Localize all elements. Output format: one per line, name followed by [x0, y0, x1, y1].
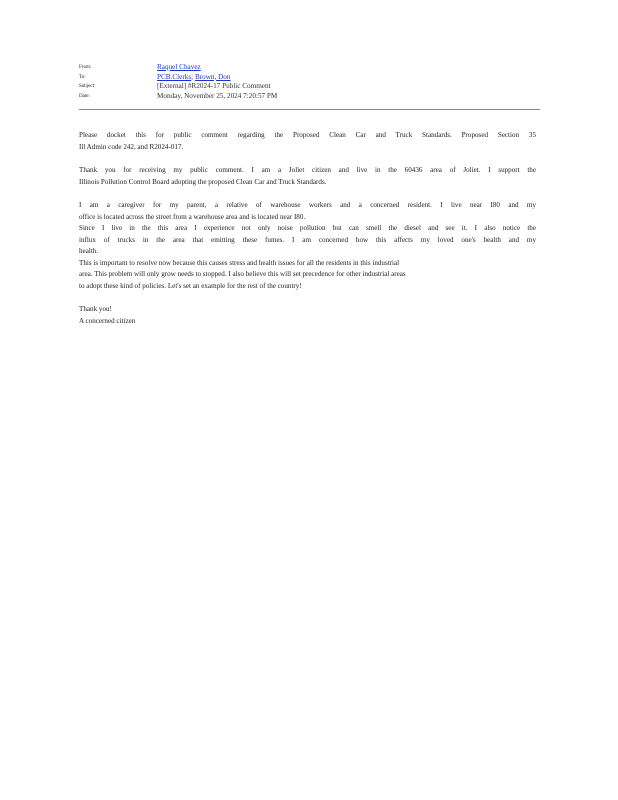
subject-value: [External] #R2024-17 Public Comment — [157, 82, 271, 90]
body-line: influx of trucks in the area that emitting these fumes. I am concerned how this affects my loved one's health and my — [79, 235, 536, 244]
body-line: Thank you for receiving my public comment. I am a Joliet citizen and live in the 60436 area of Joliet. I support the — [79, 166, 536, 174]
body-line: Ill Admin code 242, and R2024-017. — [79, 142, 184, 151]
body-line: area. This problem will only grow needs to stopped. I also believe this will set precedence for other industrial areas — [79, 270, 406, 278]
paragraph-docket — [79, 130, 536, 153]
body-line: Please docket this for public comment regarding the Proposed Clean Car and Truck Standards. Proposed Section 35 — [79, 131, 536, 139]
from-link[interactable]: Raquel Chavez — [157, 63, 201, 71]
header-divider — [79, 109, 540, 110]
date-value: Monday, November 25, 2024 7:20:57 PM — [157, 91, 278, 100]
body-line: office is located across the street from a warehouse area and is located near I80. — [79, 212, 306, 221]
to-link-pcb-clerks[interactable]: PCB.Clerks — [157, 72, 192, 81]
to-label: To: — [79, 74, 86, 80]
closing-signature: A concerned citizen — [79, 316, 136, 325]
closing — [79, 304, 536, 327]
email-header — [79, 63, 539, 101]
body-line: This is important to resolve now because this causes stress and health issues for all the residents in this industrial — [79, 258, 400, 267]
body-line: I am a caregiver for my parent, a relative of warehouse workers and a concerned resident. I live near I80 and my — [79, 201, 536, 209]
to-row — [79, 73, 539, 83]
subject-row — [79, 82, 539, 92]
date-row — [79, 92, 539, 102]
date-label: Date: — [79, 93, 90, 99]
body-line: health. — [79, 247, 99, 255]
subject-label: Subject: — [79, 84, 96, 89]
body-line: to adopt these kind of policies. Let's set an example for the rest of the country! — [79, 281, 302, 290]
closing-thanks: Thank you! — [79, 305, 112, 313]
email-body — [79, 130, 536, 327]
paragraph-support — [79, 165, 536, 188]
to-link-brown-don[interactable]: Brown, Don — [194, 72, 231, 81]
paragraph-concern — [79, 200, 536, 292]
to-separator: ; — [191, 72, 195, 81]
from-label: From: — [79, 65, 92, 70]
from-row — [79, 63, 539, 73]
body-line: Since I live in the this area I experience not only noise pollution but can smell the diesel and see it. I also notice the — [79, 224, 536, 232]
body-line: Illinois Pollution Control Board adopting the proposed Clean Car and Truck Standards. — [79, 177, 327, 186]
